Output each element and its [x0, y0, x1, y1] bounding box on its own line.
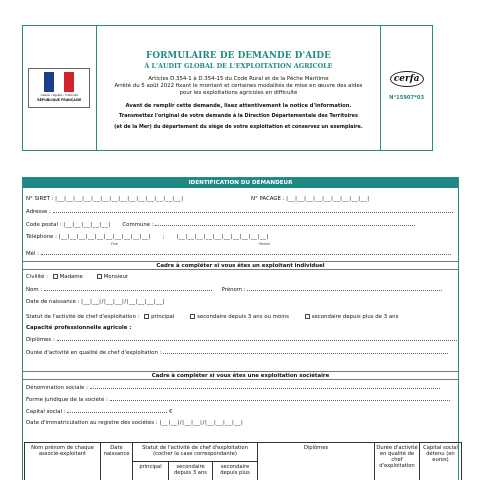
- secondaire-plus-checkbox[interactable]: [305, 314, 310, 319]
- telephone-mobile-field[interactable]: |__|__|__|__|__|__|__|__|__|__|: [176, 234, 269, 240]
- mobile-caption: Mobile: [259, 242, 271, 246]
- telephone-label: Téléphone :: [26, 234, 57, 240]
- secondaire-moins-checkbox[interactable]: [190, 314, 195, 319]
- diplomes-row: [26, 336, 457, 343]
- principal-checkbox[interactable]: [144, 314, 149, 319]
- logo-name: RÉPUBLIQUE FRANÇAISE: [37, 98, 82, 102]
- legal-references: [101, 76, 377, 97]
- statut-row: [26, 314, 398, 320]
- nom-field[interactable]: [44, 286, 212, 291]
- notice-line-3: (et de la Mer) du département du siège de votre exploitation et conservez un exemplaire.: [114, 123, 363, 130]
- col-statut-header: Statut de l'activité de chef d'exploitation (cocher la case correspondante): [133, 443, 258, 462]
- statut-label: Statut de l'activité de chef d'exploitation :: [26, 314, 140, 320]
- naissance-field[interactable]: |__|__|/|__|__|/|__|__|__|__|: [81, 299, 166, 305]
- mel-row: [26, 250, 451, 257]
- header-main: [97, 26, 382, 150]
- nom-row: [26, 286, 442, 293]
- sub-secondaire-moins-header: secondaire depuis 3 ans: [169, 462, 213, 480]
- forme-row: [26, 396, 450, 403]
- nom-label: Nom :: [26, 287, 43, 293]
- secondaire-moins-label: secondaire depuis 3 ans ou moins: [197, 314, 289, 320]
- forme-label: Forme juridique de la société :: [26, 397, 108, 403]
- monsieur-label: Monsieur: [103, 274, 129, 280]
- telephone-separator: ;: [162, 234, 165, 240]
- form-body: [22, 177, 459, 480]
- capital-row: [26, 408, 172, 415]
- capacite-label: Capacité professionnelle agricole :: [26, 325, 132, 331]
- section-individuel-band: Cadre à compléter si vous êtes un exploitant individuel: [23, 261, 458, 270]
- republique-francaise-logo: [28, 68, 90, 108]
- section-identification-band: IDENTIFICATION DU DEMANDEUR: [23, 178, 458, 188]
- naissance-row: [26, 299, 165, 305]
- form-subtitle: À L'AUDIT GLOBAL DE L'EXPLOITATION AGRICOLE: [144, 62, 333, 70]
- cerfa-number: N°15907*03: [389, 95, 425, 101]
- col-date-header: Date naissance: [101, 443, 133, 480]
- col-nom-header: Nom prénom de chaque associé-exploitant: [25, 443, 101, 480]
- prenom-field[interactable]: [247, 286, 442, 291]
- duree-label: Durée d'activité en qualité de chef d'exploitation :: [26, 350, 162, 356]
- section-societaire-band: Cadre à compléter si vous êtes une exploitation sociétaire: [23, 371, 458, 380]
- marianne-icon: [44, 72, 74, 92]
- siret-row: [26, 196, 184, 202]
- monsieur-checkbox[interactable]: [97, 274, 102, 279]
- denomination-field[interactable]: [90, 384, 440, 389]
- capital-field[interactable]: [67, 408, 167, 413]
- cerfa-area: [381, 26, 432, 150]
- forme-field[interactable]: [110, 396, 450, 401]
- civilite-row: [26, 274, 128, 280]
- duree-field[interactable]: [163, 349, 448, 354]
- sub-principal-header: principal: [133, 462, 169, 480]
- associates-table: [24, 442, 462, 480]
- cp-field[interactable]: |__|__|__|__|__|: [63, 222, 111, 228]
- form-title: FORMULAIRE DE DEMANDE D'AIDE: [145, 51, 331, 61]
- commune-label: Commune :: [122, 222, 154, 228]
- adresse-row: [26, 208, 453, 215]
- diplomes-label: Diplômes :: [26, 337, 55, 343]
- pacage-field[interactable]: |__|__|__|__|__|__|__|__|__|: [286, 196, 370, 202]
- adresse-field[interactable]: [53, 208, 453, 213]
- denomination-label: Dénomination sociale :: [26, 385, 88, 391]
- capital-label: Capital social :: [26, 409, 66, 415]
- pacage-label: N° PACAGE :: [251, 196, 285, 202]
- immat-label: Date d'immatriculation au registre des sociétés :: [26, 420, 158, 426]
- commune-field[interactable]: [155, 221, 415, 226]
- naissance-label: Date de naissance :: [26, 299, 80, 305]
- sub-secondaire-plus-header: secondaire depuis plus: [213, 462, 258, 480]
- principal-label: principal: [151, 314, 175, 320]
- telephone-fixe-field[interactable]: |__|__|__|__|__|__|__|__|__|__|: [58, 234, 152, 240]
- form-header: [22, 25, 433, 151]
- mel-label: Mél :: [26, 251, 39, 257]
- refs-line-1: Articles D.354-1 à D.354-15 du Code Rural et de la Pêche Maritime: [148, 76, 329, 82]
- siret-label: N° SIRET :: [26, 196, 54, 202]
- col-capital-header: Capital social détenu (en euros): [420, 443, 462, 480]
- siret-field[interactable]: |__|__|__|__|__|__|__|__|__|__|__|__|__|__|: [55, 196, 184, 202]
- capital-unit: €: [168, 409, 173, 415]
- madame-checkbox[interactable]: [53, 274, 58, 279]
- logo-motto: Liberté • Égalité • Fraternité: [40, 94, 78, 97]
- refs-line-3: pour les exploitations agricoles en difficulté: [179, 90, 298, 96]
- mel-field[interactable]: [41, 250, 451, 255]
- cp-row: [26, 221, 415, 228]
- fixe-caption: Fixe: [111, 242, 118, 246]
- prenom-label: Prénom :: [221, 287, 246, 293]
- civilite-label: Civilité :: [26, 274, 48, 280]
- cp-label: Code postal :: [26, 222, 62, 228]
- duree-row: [26, 349, 448, 356]
- notice-line-2: Transmettez l'original de votre demande à la Direction Départementale des Territoires: [119, 112, 358, 119]
- madame-label: Madame: [59, 274, 83, 280]
- pacage-row: [251, 196, 370, 202]
- notice-line-1: Avant de remplir cette demande, lisez attentivement la notice d'information.: [125, 103, 352, 109]
- telephone-row: [26, 234, 269, 240]
- immat-field[interactable]: |__|__|/|__|__|/|__|__|__|__|: [159, 420, 244, 426]
- col-duree-header: Durée d'activité en qualité de chef d'exploitation: [375, 443, 420, 480]
- secondaire-plus-label: secondaire depuis plus de 3 ans: [311, 314, 399, 320]
- refs-line-2: Arrêté du 5 août 2022 fixant le montant et certaines modalités de mise en œuvre des aides: [114, 83, 363, 89]
- adresse-label: Adresse :: [26, 209, 51, 215]
- logo-area: [23, 26, 97, 150]
- col-diplomes-header: Diplômes: [258, 443, 375, 480]
- cerfa-logo: cerfa: [390, 71, 424, 87]
- diplomes-field[interactable]: [57, 336, 457, 341]
- immat-row: [26, 420, 243, 426]
- denomination-row: [26, 384, 440, 391]
